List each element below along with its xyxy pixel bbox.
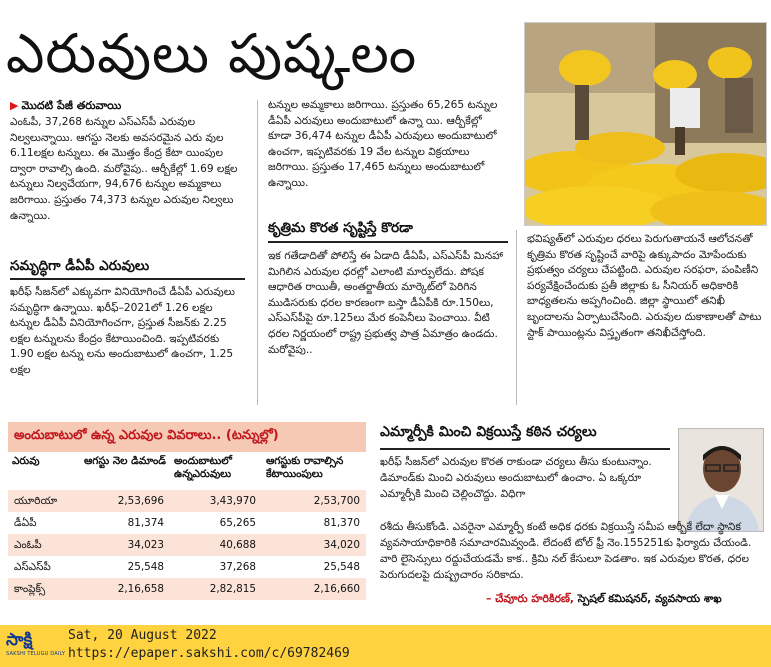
column-header: ఆగస్టుకు రావాల్సిన కేటాయింపులు bbox=[262, 452, 366, 490]
sakshi-logo bbox=[6, 629, 66, 663]
subheading-artificial-shortage: కృత్రిమ కొరత సృష్టిస్తే కొరడా bbox=[268, 220, 413, 236]
table-cell: 2,16,660 bbox=[262, 578, 366, 600]
table-cell: 3,43,970 bbox=[170, 490, 262, 512]
column-3-text bbox=[527, 232, 767, 404]
column-2b-text bbox=[268, 249, 508, 405]
table-header-row bbox=[8, 452, 366, 490]
column-divider bbox=[516, 230, 517, 405]
quote-title-underline bbox=[380, 448, 670, 450]
fertilizer-availability-table bbox=[8, 422, 366, 620]
column-2b-paragraph: ఇక గతేడాదితో పోలిస్తే ఈ ఏడాది డీఏపీ, ఎస్‌ఎస్‌పీ మినహా మిగిలిన ఎరువుల ధరల్లో ఎలాంటి మార్పులేదు. పోషక ఆధారిత రాయితీ, అంతర్జాతీయ మార్కెట్‌లో పెరిగిన ముడిసరుకు ధరల కారణంగా బస్తా డీఏపీకి రూ.150లు, ఎస్‌ఎస్‌పీపై రూ.125లు మేర కంపెనీలు పెంచాయి. వీటి ధరల నిర్ణయంలో రాష్ట్ర ప్రభుత్వ పాత్ర ఏమాత్రం ఉండదు. మరోవైపు.. bbox=[268, 250, 504, 356]
column-header: ఆగస్టు నెల డిమాండ్ bbox=[80, 452, 170, 490]
headline: ఎరువులు పుష్కలం bbox=[6, 22, 418, 85]
table-cell: ఎంఓపీ bbox=[8, 534, 80, 556]
table-cell: 40,688 bbox=[170, 534, 262, 556]
column-1b-paragraph: ఖరీఫ్ సీజన్‌లో ఎక్కువగా వినియోగించే డీఏపీ ఎరువులు సమృద్ధిగా ఉన్నాయి. ఖరీఫ్–2021లో 1.26 లక్షల టన్నుల డీఏపీ వినియోగించగా, ప్రస్తుత సీజన్‌కు 2.25 లక్షల టన్నులను కేంద్రం కేటాయించింది. ఇప్పటివరకు 1.90 లక్షల టన్ను లను అందుబాటులో ఉంచగా, 1.25 లక్షల bbox=[10, 286, 235, 376]
table-row bbox=[8, 512, 366, 534]
table-row bbox=[8, 556, 366, 578]
column-header: అందుబాటులో ఉన్నఎరువులు bbox=[170, 452, 262, 490]
table-cell: 2,82,815 bbox=[170, 578, 262, 600]
table-row bbox=[8, 578, 366, 600]
table-cell: 2,53,700 bbox=[262, 490, 366, 512]
table-cell: 25,548 bbox=[262, 556, 366, 578]
official-name: – చేవూరు హరికిరణ్, bbox=[486, 592, 575, 605]
subheading-underline bbox=[268, 241, 508, 243]
table-row bbox=[8, 534, 366, 556]
table-cell: యూరియా bbox=[8, 490, 80, 512]
table-cell: 81,370 bbox=[262, 512, 366, 534]
quote-paragraph-2: రశీదు తీసుకోండి. ఎవరైనా ఎమ్మార్పీ కంటే అధిక ధరకు విక్రయిస్తే సమీప ఆర్బీకే లేదా స్థానిక వ్యవసాయాధికారికి సమాచారమివ్వండి. లేదంటే టోల్ ఫ్రీ నెం.155251కు ఫిర్యాదు చేయండి. వారి లైసెన్సులు రద్దుచేయడమే కాక.. క్రిమి నల్ కేసులూ పెడతాం. ఇక ఎరువుల కొరత, ధరల పెరుగుదలపై దుష్ప్రచారం సరికాదు. bbox=[380, 521, 752, 581]
column-divider bbox=[257, 100, 258, 405]
quote-title: ఎమ్మార్పీకి మించి విక్రయిస్తే కఠిన చర్యలు bbox=[380, 424, 597, 440]
table-cell: ఎస్‌ఎస్‌పీ bbox=[8, 556, 80, 578]
table-cell: డీఏపీ bbox=[8, 512, 80, 534]
edition-date: Sat, 20 August 2022 bbox=[68, 628, 217, 643]
continued-from-front-page bbox=[10, 99, 245, 115]
data-table bbox=[8, 452, 366, 600]
column-1-text bbox=[10, 115, 245, 255]
table-cell: 81,374 bbox=[80, 512, 170, 534]
official-quote-box bbox=[376, 420, 767, 620]
table-cell: 65,265 bbox=[170, 512, 262, 534]
quote-paragraph-1: ఖరీఫ్ సీజన్‌లో ఎరువుల కొరత రాకుండా చర్యలు తీసు కుంటున్నాం. డిమాండ్‌కు మించి ఎరువులు అందుబాటులో ఉంచాం. ఏ ఒక్కరూ ఎమ్మార్పీకి మించి చెల్లించొద్దు. విధిగా bbox=[380, 456, 652, 500]
table-cell: 37,268 bbox=[170, 556, 262, 578]
table-cell: 34,020 bbox=[262, 534, 366, 556]
column-2-paragraph: టన్నుల అమ్మకాలు జరిగాయి. ప్రస్తుతం 65,265 టన్నుల డీఏపీ ఎరువులు అందుబాటులో ఉన్నా యి. ఆర్బీకేల్లో కూడా 36,474 టన్నుల డీఏపీ ఎరువులు అందుబాటులో ఉంచగా, ఇప్పటివరకు 19 వేల టన్నుల విక్రయాలు జరిగాయి. ప్రస్తుతం 17,465 టన్నులు అందుబాటులో ఉన్నాయి. bbox=[268, 99, 498, 189]
column-1-paragraph: ఎంఓపీ, 37,268 టన్నుల ఎస్‌ఎస్‌పీ ఎరువుల నిల్వలున్నాయి. ఆగస్టు నెలకు అవసరమైన ఎరు వుల 6.11లక్షల టన్నులు. ఈ మొత్తం కేంద్ర కేటా యింపుల ద్వారా రావాల్సి ఉంది. మరోవైపు.. ఆర్బీకేల్లో 1.69 లక్షల టన్నులు నిల్వచేయగా, 94,676 టన్నుల అమ్మకాలు జరిగాయి. ప్రస్తుతం 74,373 టన్నుల ఎరువుల నిల్వలు ఉన్నాయి. bbox=[10, 116, 238, 222]
official-role: స్పెషల్ కమిషనర్, వ్యవసాయ శాఖ bbox=[574, 592, 722, 605]
subheading-dap: సమృద్ధిగా డీఏపీ ఎరువులు bbox=[10, 258, 150, 274]
triangle-icon: ▶ bbox=[10, 99, 19, 112]
quote-body-2 bbox=[380, 519, 764, 583]
table-cell: 2,16,658 bbox=[80, 578, 170, 600]
subheading-underline bbox=[10, 278, 245, 280]
fertilizer-bags-photo bbox=[524, 22, 767, 226]
table-cell: 25,548 bbox=[80, 556, 170, 578]
column-header: ఎరువు bbox=[8, 452, 80, 490]
column-1b-text bbox=[10, 285, 245, 403]
table-cell: 2,53,696 bbox=[80, 490, 170, 512]
table-cell: కాంప్లెక్స్ bbox=[8, 578, 80, 600]
column-2-text bbox=[268, 98, 508, 210]
kicker-text: మొదటి పేజీ తరువాయి bbox=[21, 99, 122, 112]
column-3-paragraph: భవిష్యత్‌లో ఎరువుల ధరలు పెరుగుతాయనే ఆలోచనతో కృత్రిమ కొరత సృష్టించే వారిపై ఉక్కుపాదం మోపేందుకు ప్రభుత్వం చర్యలు చేపట్టింది. ఎరువుల సరఫరా, పంపిణీని పర్యవేక్షించేందుకు ప్రతీ జిల్లాకు ఓ సీనియర్ అధికారికి బాధ్యతలను అప్పగించింది. జిల్లా స్థాయిలో తనిఖీ బృందాలను ఏర్పాటుచేసింది. ఎరువుల దుకాణాలతో పాటు స్టాక్ పాయింట్లను విస్తృతంగా తనిఖీచేస్తోంది. bbox=[527, 233, 762, 339]
table-cell: 34,023 bbox=[80, 534, 170, 556]
logo-text: సాక్షి bbox=[6, 630, 33, 650]
quote-body-1 bbox=[380, 454, 676, 502]
footer-bar bbox=[0, 625, 771, 667]
table-title: అందుబాటులో ఉన్న ఎరువుల వివరాలు.. (టన్నుల్లో) bbox=[8, 422, 366, 452]
epaper-link[interactable]: https://epaper.sakshi.com/c/69782469 bbox=[68, 646, 350, 661]
table-row bbox=[8, 490, 366, 512]
official-portrait bbox=[678, 428, 764, 532]
quote-signature bbox=[486, 592, 766, 608]
logo-subtitle: SAKSHI TELUGU DAILY bbox=[6, 651, 66, 657]
